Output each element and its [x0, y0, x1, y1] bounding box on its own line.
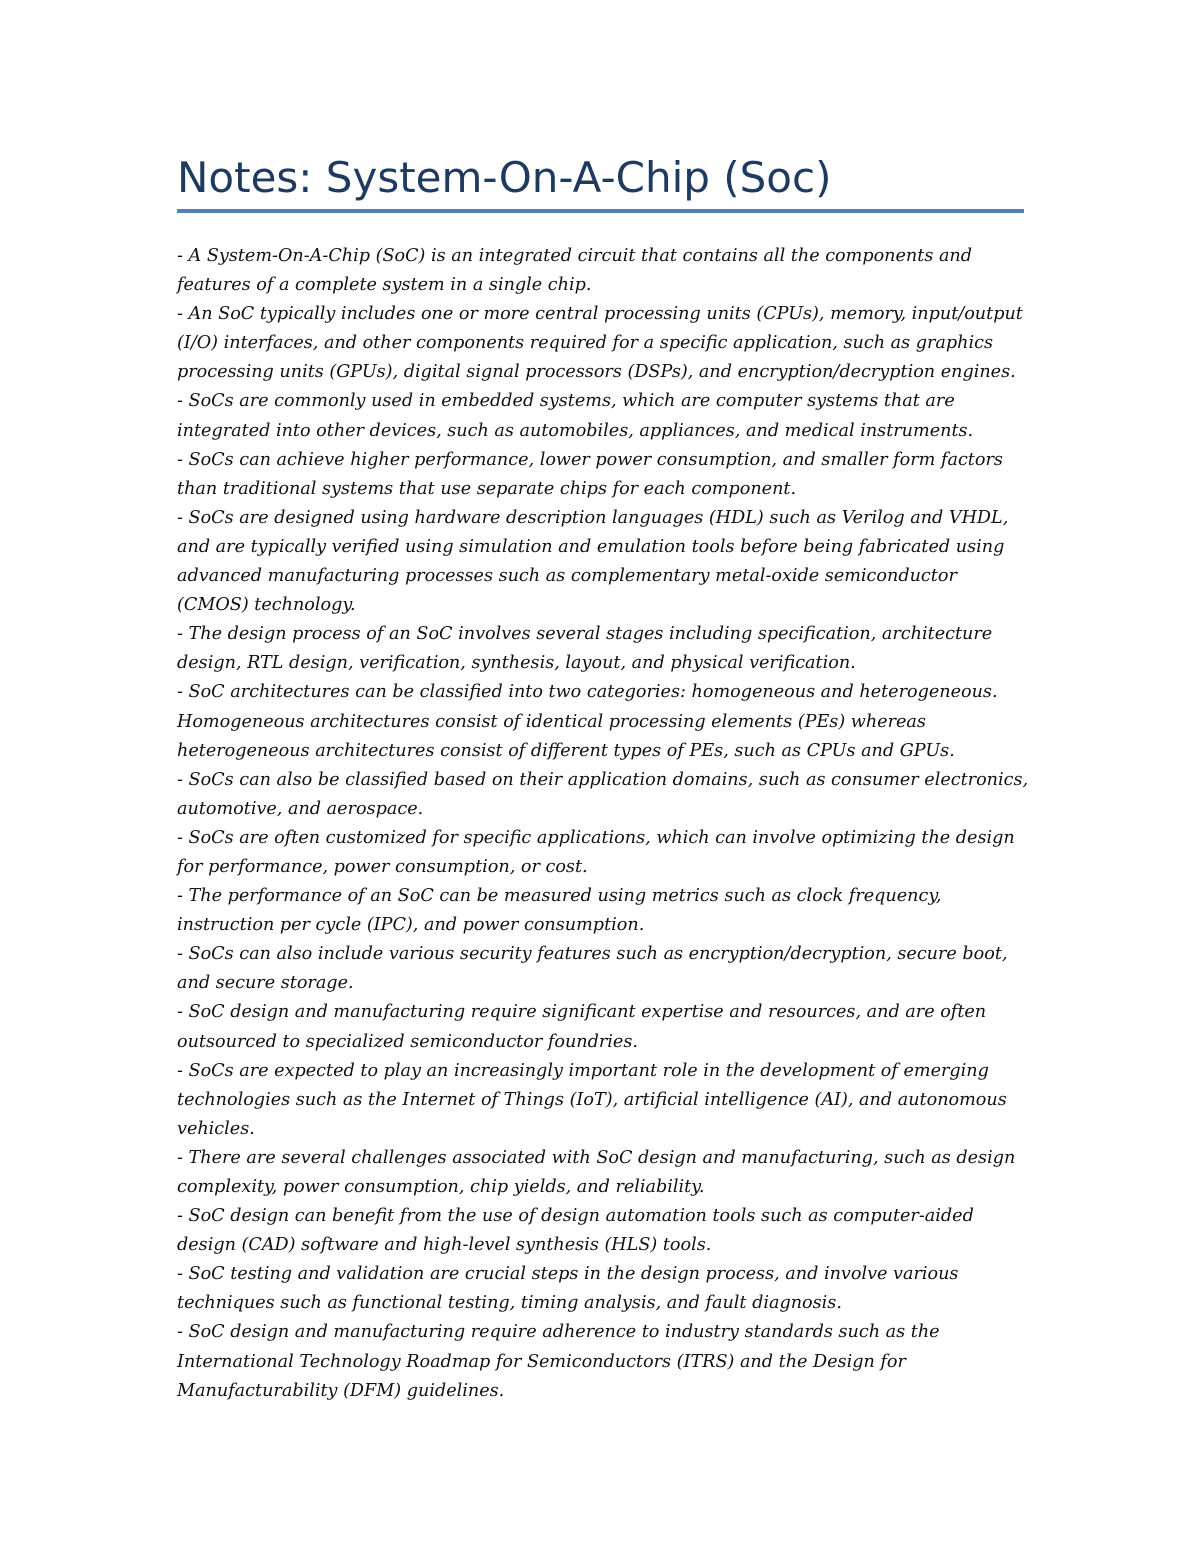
note-item: - SoC design and manufacturing require adherence to industry standards such as the International Technology Roadmap for Semiconductors (ITRS) and the Design for Manufacturability (DFM) guidelines.	[177, 1322, 940, 1401]
note-item: - SoC testing and validation are crucial steps in the design process, and involve various techniques such as functional testing, timing analysis, and fault diagnosis.	[177, 1264, 959, 1314]
notes-list	[177, 242, 1029, 1406]
note-item: - SoC design can benefit from the use of design automation tools such as computer-aided design (CAD) software and high-level synthesis (HLS) tools.	[177, 1206, 974, 1256]
note-item: - SoC architectures can be classified into two categories: homogeneous and heterogeneous. Homogeneous architectures consist of identical processing elements (PEs) whereas heterogeneous architectures consist of different types of PEs, such as CPUs and GPUs.	[177, 682, 998, 761]
note-item: - The performance of an SoC can be measured using metrics such as clock frequency, instruction per cycle (IPC), and power consumption.	[177, 886, 942, 936]
note-item: - SoCs are often customized for specific applications, which can involve optimizing the design for performance, power consumption, or cost.	[177, 827, 1015, 877]
document-title: Notes: System-On-A-Chip (Soc)	[177, 153, 832, 202]
note-item: - The design process of an SoC involves several stages including specification, architecture design, RTL design, verification, synthesis, layout, and physical verification.	[177, 624, 993, 674]
note-item: - SoCs can also be classified based on their application domains, such as consumer electronics, automotive, and aerospace.	[177, 769, 1029, 819]
note-item: - SoCs are designed using hardware description languages (HDL) such as Verilog and VHDL, and are typically verified using simulation and emulation tools before being fabricated using advanced manufacturing processes such as complementary metal-oxide semiconductor (CMOS) technology.	[177, 507, 1009, 616]
note-item: - SoC design and manufacturing require significant expertise and resources, and are often outsourced to specialized semiconductor foundries.	[177, 1002, 987, 1052]
note-item: - SoCs are expected to play an increasingly important role in the development of emerging technologies such as the Internet of Things (IoT), artificial intelligence (AI), and autonomous vehicles.	[177, 1060, 1007, 1139]
note-item: - SoCs can achieve higher performance, lower power consumption, and smaller form factors than traditional systems that use separate chips for each component.	[177, 449, 1003, 499]
note-item: - A System-On-A-Chip (SoC) is an integrated circuit that contains all the components and features of a complete system in a single chip.	[177, 246, 973, 296]
title-underline-rule	[177, 209, 1024, 213]
note-item: - SoCs can also include various security features such as encryption/decryption, secure boot, and secure storage.	[177, 944, 1008, 994]
note-item: - SoCs are commonly used in embedded systems, which are computer systems that are integrated into other devices, such as automobiles, appliances, and medical instruments.	[177, 391, 974, 441]
note-item: - An SoC typically includes one or more central processing units (CPUs), memory, input/output (I/O) interfaces, and other components required for a specific application, such as graphics processing units (GPUs), digital signal processors (DSPs), and encryption/decryption engines.	[177, 304, 1023, 383]
note-item: - There are several challenges associated with SoC design and manufacturing, such as design complexity, power consumption, chip yields, and reliability.	[177, 1147, 1016, 1197]
